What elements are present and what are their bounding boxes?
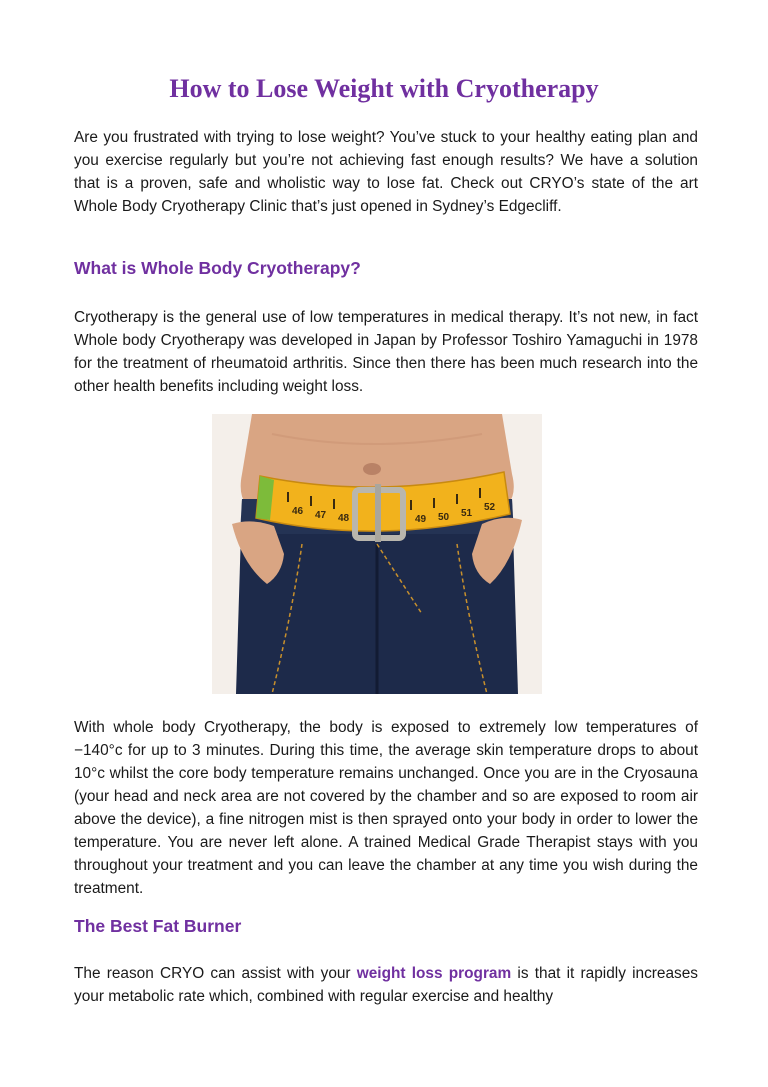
section-heading-what-is: What is Whole Body Cryotherapy? [74, 258, 361, 278]
tape-number: 48 [338, 513, 350, 524]
tape-number: 47 [315, 510, 327, 521]
page-title: How to Lose Weight with Cryotherapy [169, 74, 599, 103]
fat-burner-paragraph [74, 962, 698, 1008]
tape-number: 52 [484, 502, 496, 513]
tape-number: 49 [415, 514, 427, 525]
section-heading-fat-burner: The Best Fat Burner [74, 916, 242, 936]
tape-number: 51 [461, 508, 473, 519]
tape-number: 46 [292, 506, 304, 517]
fat-burner-text-start: The reason CRYO can assist with your [74, 965, 357, 982]
tape-number: 50 [438, 512, 450, 523]
weight-loss-program-link[interactable]: weight loss program [356, 965, 512, 982]
fat-burner-text-end: is that it rapidly increases your metabolic rate which, combined with regular exercise and healthy [74, 965, 698, 1005]
waist-measuring-tape-photo [212, 414, 542, 694]
section-what-is-paragraph: Cryotherapy is the general use of low temperatures in medical therapy. It’s not new, in fact Whole body Cryotherapy was developed in Japan by Professor Toshiro Yamaguchi in 1978 for the treatment of rheumatoid arthritis. Since then there has been much research into the other health benefits including weight loss. [74, 309, 698, 395]
cryotherapy-process-paragraph: With whole body Cryotherapy, the body is exposed to extremely low temperatures of −140°c for up to 3 minutes. During this time, the average skin temperature drops to about 10°c whilst the core body temperature remains unchanged. Once you are in the Cryosauna (your head and neck area are not covered by the chamber and so are exposed to room air above the device), a fine nitrogen mist is then sprayed onto your body in order to lower the temperature. You are never left alone. A trained Medical Grade Therapist stays with you throughout your treatment and you can leave the chamber at any time you wish during the treatment. [74, 719, 698, 897]
intro-paragraph: Are you frustrated with trying to lose weight? You’ve stuck to your healthy eating plan and you exercise regularly but you’re not achieving fast enough results? We have a solution that is a proven, safe and wholistic way to lose fat. Check out CRYO’s state of the art Whole Body Cryotherapy Clinic that’s just opened in Sydney’s Edgecliff. [74, 129, 698, 215]
